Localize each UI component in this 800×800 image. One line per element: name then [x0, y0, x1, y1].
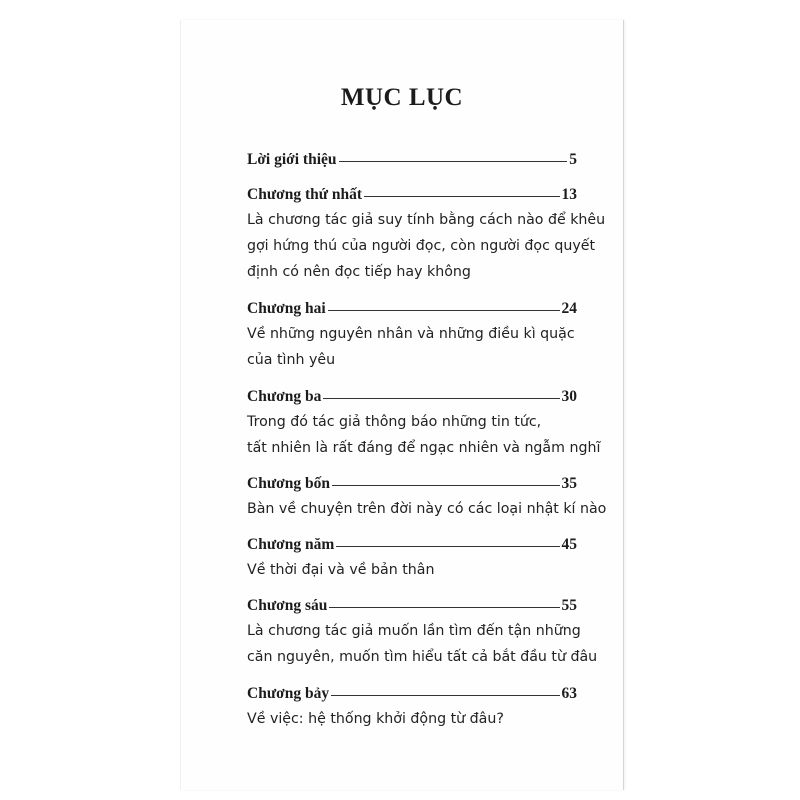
toc-entry	[247, 472, 607, 522]
toc-entry-description	[247, 618, 598, 670]
toc-entry-page: 35	[561, 475, 577, 492]
toc-entry-title: Chương bảy	[247, 685, 330, 702]
description-line: định có nên đọc tiếp hay không	[247, 264, 471, 280]
toc-entry-description	[247, 706, 577, 732]
toc-entry-heading	[247, 297, 577, 321]
dot-leader	[331, 695, 559, 696]
dot-leader	[336, 546, 559, 547]
toc-entry-page: 45	[561, 536, 577, 553]
description-line: Về những nguyên nhân và những điều kì quặc	[247, 326, 575, 342]
page-title: MỤC LỤC	[340, 84, 464, 111]
toc-entry-title: Chương ba	[247, 388, 322, 405]
description-line: Là chương tác giả suy tính bằng cách nào để khêu	[247, 212, 606, 228]
toc-entry	[247, 385, 601, 461]
toc-entry-page: 55	[561, 597, 577, 614]
toc-entry-title: Lời giới thiệu	[247, 151, 337, 168]
toc-entry-heading	[247, 472, 577, 496]
toc-entry-title: Chương năm	[247, 536, 335, 553]
toc-entry	[247, 297, 577, 373]
toc-entry-heading	[247, 533, 577, 557]
book-page	[180, 20, 624, 790]
dot-leader	[364, 196, 559, 197]
description-line: Trong đó tác giả thông báo những tin tức,	[247, 414, 542, 430]
dot-leader	[328, 310, 560, 311]
toc-entry-title: Chương thứ nhất	[247, 186, 363, 203]
table-of-contents	[247, 148, 607, 732]
description-line: Bàn về chuyện trên đời này có các loại nhật kí nào	[247, 501, 607, 517]
toc-entry	[247, 594, 598, 670]
description-line: căn nguyên, muốn tìm hiểu tất cả bắt đầu từ đâu	[247, 649, 598, 665]
toc-entry-heading	[247, 594, 577, 618]
toc-entry-heading	[247, 183, 577, 207]
dot-leader	[323, 398, 559, 399]
toc-entry-page: 30	[561, 388, 577, 405]
toc-entry-description	[247, 207, 606, 285]
toc-entry	[247, 148, 577, 172]
toc-entry-page: 63	[561, 685, 577, 702]
description-line: Là chương tác giả muốn lần tìm đến tận những	[247, 623, 581, 639]
toc-entry-page: 5	[569, 151, 577, 168]
dot-leader	[339, 161, 568, 162]
toc-entry-page: 24	[561, 300, 577, 317]
toc-entry-title: Chương sáu	[247, 597, 328, 614]
toc-entry-description	[247, 409, 601, 461]
description-line: của tình yêu	[247, 352, 336, 368]
toc-entry	[247, 533, 577, 583]
dot-leader	[332, 485, 560, 486]
toc-entry	[247, 183, 606, 285]
toc-entry-heading	[247, 385, 577, 409]
dot-leader	[329, 607, 559, 608]
description-line: tất nhiên là rất đáng để ngạc nhiên và ngẫm nghĩ	[247, 440, 601, 456]
toc-entry-description	[247, 557, 577, 583]
toc-entry-title: Chương hai	[247, 300, 326, 317]
toc-entry	[247, 682, 577, 732]
toc-entry-heading	[247, 682, 577, 706]
toc-entry-heading	[247, 148, 577, 172]
toc-entry-title: Chương bốn	[247, 475, 330, 492]
description-line: Về việc: hệ thống khởi động từ đâu?	[247, 711, 504, 727]
toc-entry-description	[247, 321, 577, 373]
description-line: gợi hứng thú của người đọc, còn người đọc quyết	[247, 238, 596, 254]
toc-entry-description	[247, 496, 607, 522]
toc-entry-page: 13	[561, 186, 577, 203]
description-line: Về thời đại và về bản thân	[247, 562, 435, 578]
